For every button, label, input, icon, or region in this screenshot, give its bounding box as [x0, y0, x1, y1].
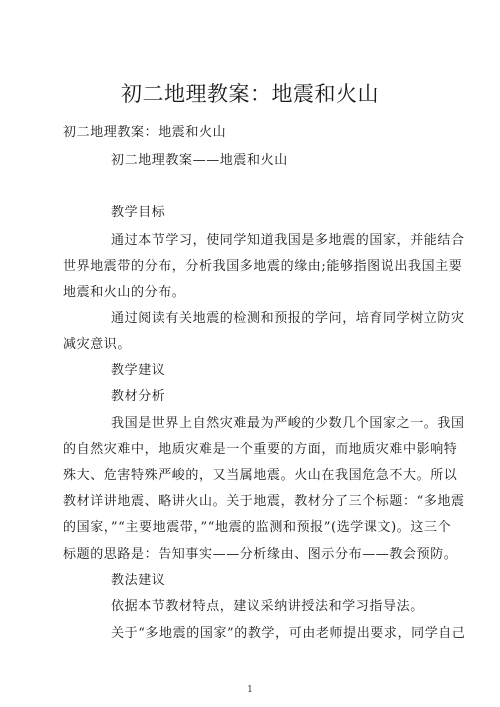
paragraph-line: 世界地震带的分布，分析我国多地震的缘由;能够指图说出我国主要: [63, 259, 463, 274]
paragraph-line: 标题的思路是：告知事实——分析缘由、图示分布——教会预防。: [63, 547, 458, 562]
paragraph-line: 我国是世界上自然灾难最为严峻的少数几个国家之一。我国: [111, 416, 465, 431]
subheading-line: 初二地理教案——地震和火山: [111, 153, 288, 168]
paragraph-line: 关于“多地震的国家”的教学，可由老师提出要求，同学自己: [111, 626, 466, 641]
paragraph-line: 的国家，”“主要地震带，”“地震的监测和预报”(选学课文)。这三个: [63, 520, 452, 535]
paragraph-line: 的自然灾难中，地质灾难是一个重要的方面，而地质灾难中影响特: [63, 442, 458, 457]
section-heading-teaching-methods: 教法建议: [111, 573, 166, 588]
document-title: 初二地理教案：地震和火山: [121, 82, 379, 106]
page-number: 1: [247, 685, 253, 695]
paragraph-line: 通过本节学习，使同学知道我国是多地震的国家，并能结合: [111, 233, 465, 248]
paragraph-line: 地震和火山的分布。: [63, 285, 186, 300]
paragraph-line: 通过阅读有关地震的检测和预报的学问，培育同学树立防灾: [111, 311, 465, 326]
section-heading-teaching-goals: 教学目标: [111, 205, 166, 220]
subtitle-line: 初二地理教案：地震和火山: [63, 125, 227, 140]
paragraph-line: 减灾意识。: [63, 337, 132, 352]
paragraph-line: 殊大、危害特殊严峻的，又当属地震。火山在我国危急不大。所以: [63, 468, 458, 483]
paragraph-line: 教材详讲地震、略讲火山。关于地震，教材分了三个标题：“多地震: [63, 494, 465, 509]
section-heading-teaching-suggestions: 教学建议: [111, 363, 166, 378]
paragraph-line: 依据本节教材特点，建议采纳讲授法和学习指导法。: [111, 599, 424, 614]
section-heading-textbook-analysis: 教材分析: [111, 389, 166, 404]
